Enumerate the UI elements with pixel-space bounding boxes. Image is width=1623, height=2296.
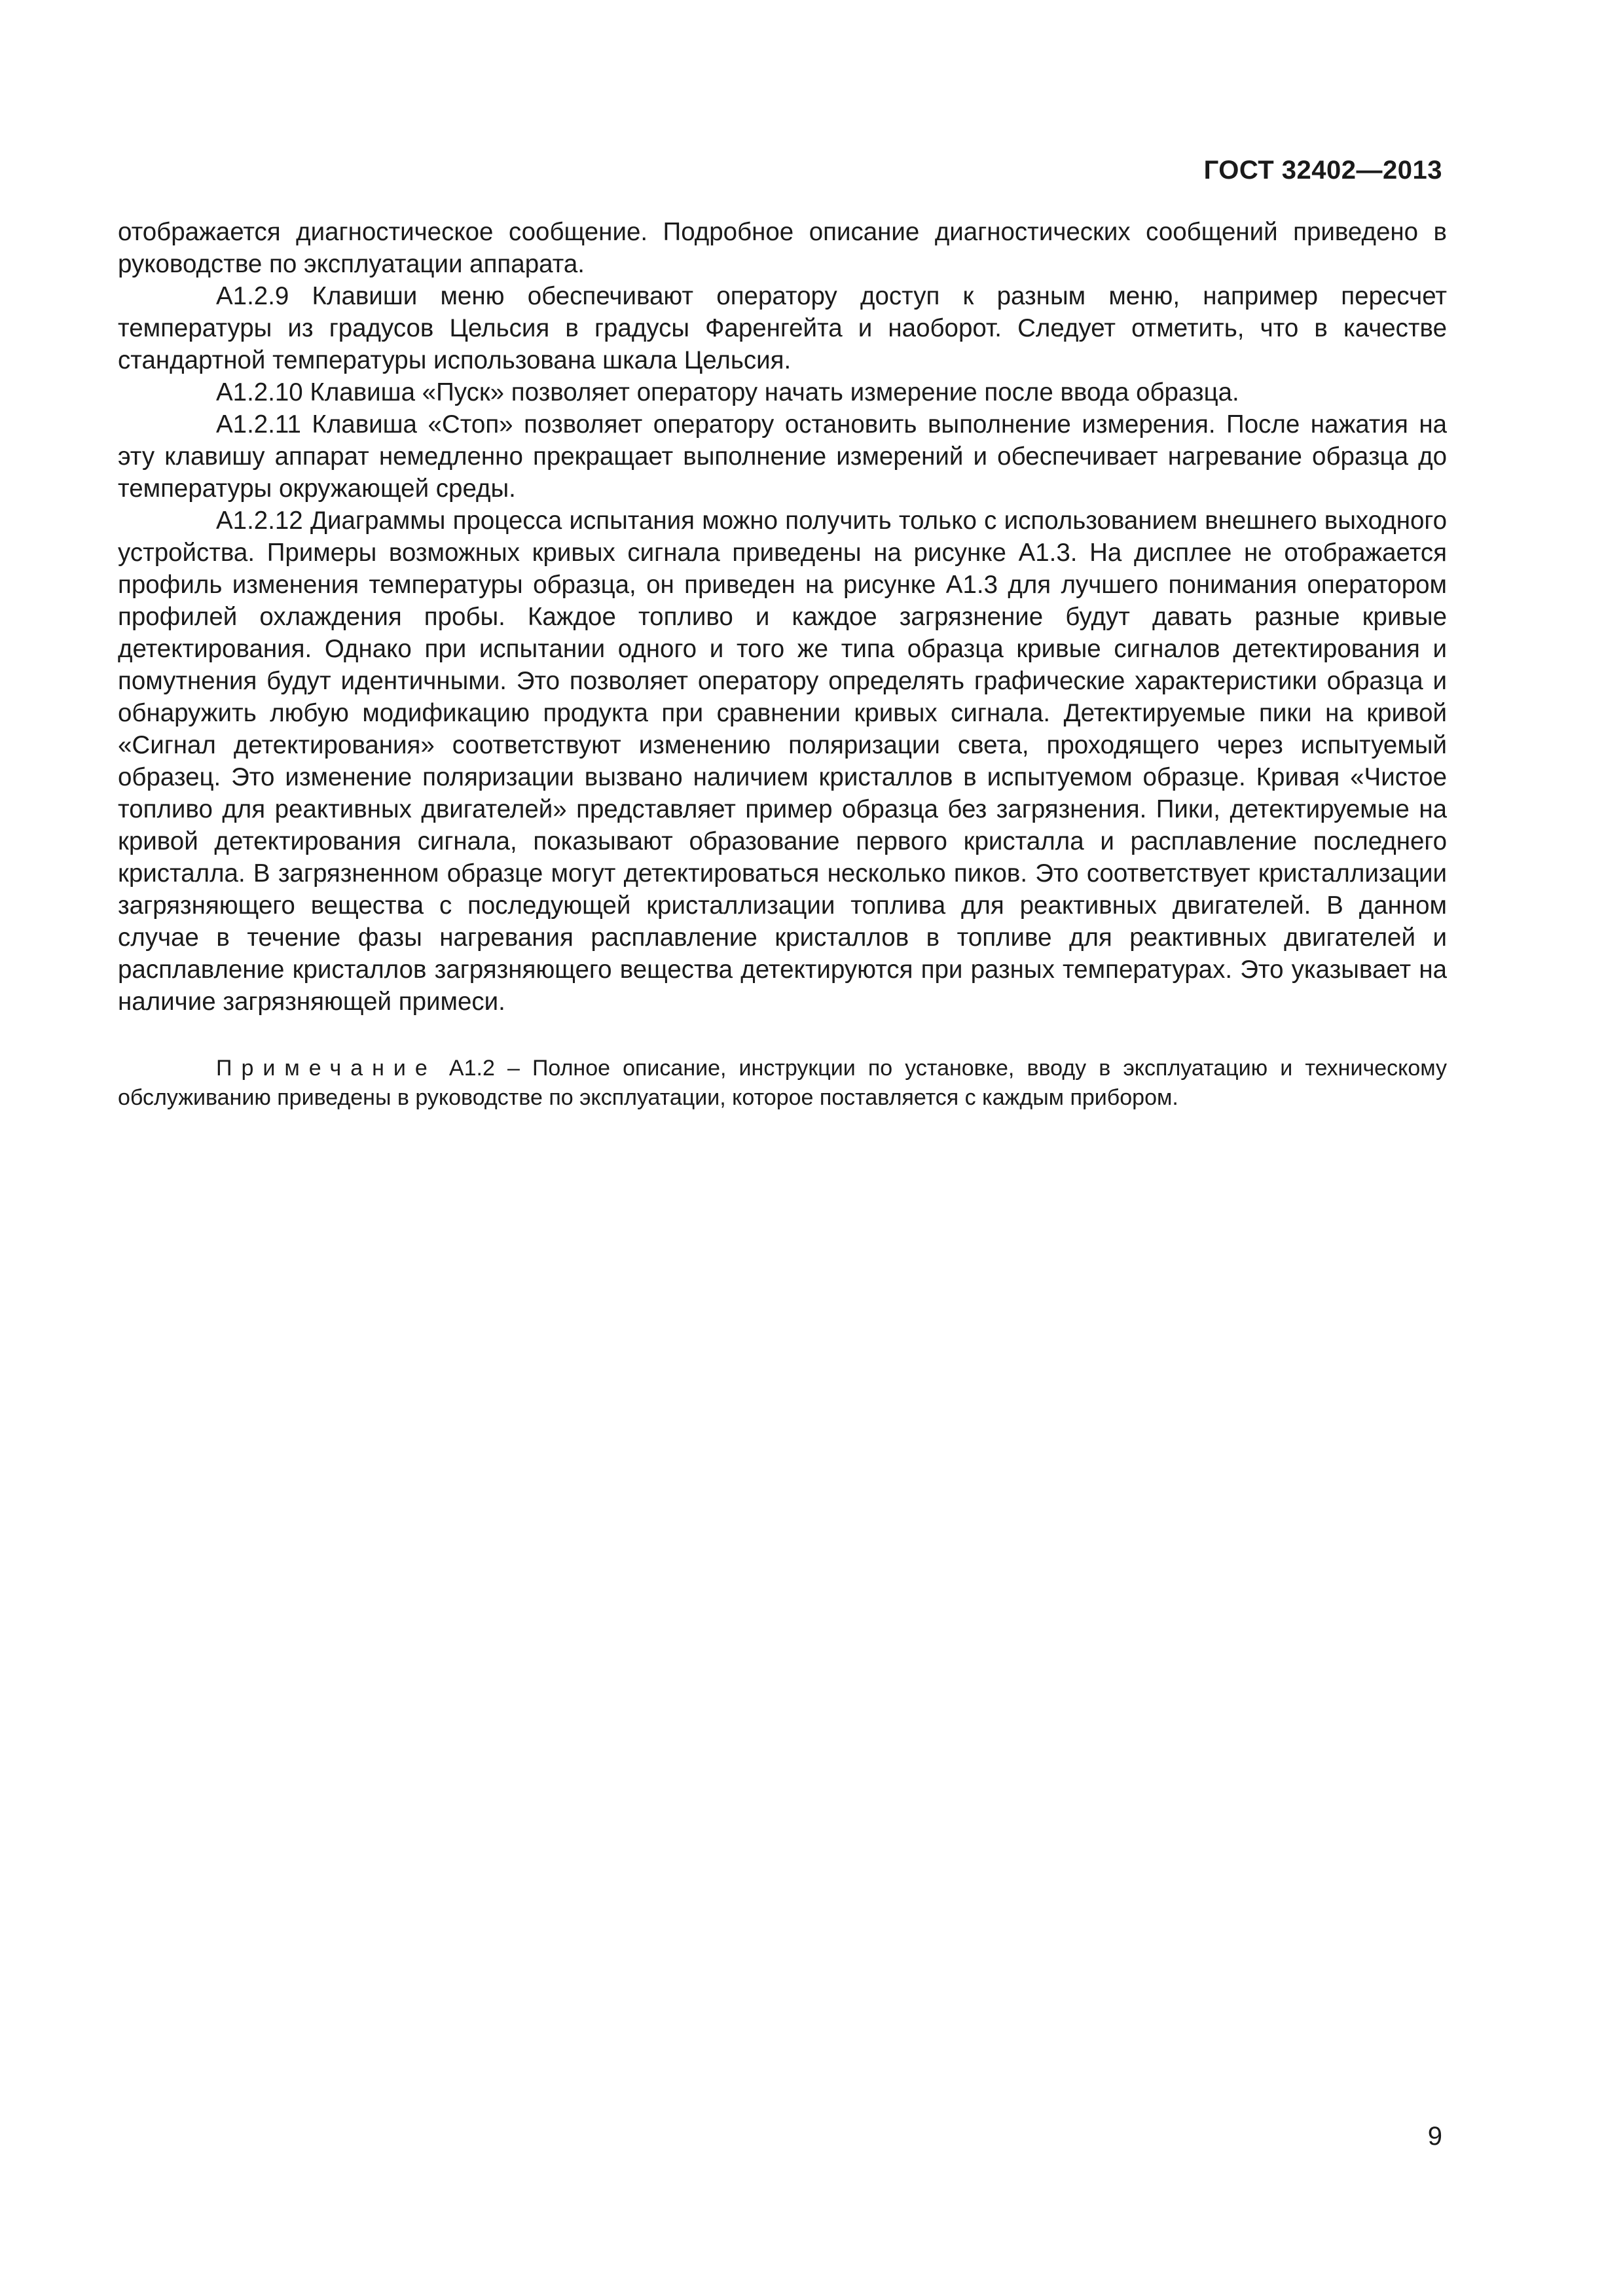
- body-text: [118, 216, 1447, 1018]
- note-a1-2: [118, 1054, 1447, 1113]
- paragraph-a1-2-9: А1.2.9 Клавиши меню обеспечивают оператору доступ к разным меню, например пересчет температуры из градусов Цельсия в градусы Фаренгейта и наоборот. Следует отметить, что в качестве стандартной температуры использована шкала Цельсия.: [118, 282, 1447, 374]
- note-number: А1.2: [448, 1056, 495, 1081]
- document-standard-header: ГОСТ 32402—2013: [1203, 156, 1442, 185]
- page-number: 9: [1427, 2122, 1442, 2151]
- paragraph-continuation: отображается диагностическое сообщение. Подробное описание диагностических сообщений приведено в руководстве по эксплуатации аппарата.: [118, 218, 1447, 278]
- paragraph-a1-2-11: А1.2.11 Клавиша «Стоп» позволяет оператору остановить выполнение измерения. После нажатия на эту клавишу аппарат немедленно прекращает выполнение измерений и обеспечивает нагревание образца до температуры окружающей среды.: [118, 410, 1447, 503]
- paragraph-a1-2-10: А1.2.10 Клавиша «Пуск» позволяет оператору начать измерение после ввода образца.: [216, 378, 1239, 406]
- note-text: – Полное описание, инструкции по установке, вводу в эксплуатацию и техническому обслуживанию приведены в руководстве по эксплуатации, которое поставляется с каждым прибором.: [118, 1056, 1447, 1110]
- note-label: Примечание: [216, 1056, 437, 1081]
- paragraph-a1-2-12: А1.2.12 Диаграммы процесса испытания можно получить только с использованием внешнего выходного устройства. Примеры возможных кривых сигнала приведены на рисунке А1.3. На дисплее не отображается профиль изменения температуры образца, он приведен на рисунке А1.3 для лучшего понимания оператором профилей охлаждения пробы. Каждое топливо и каждое загрязнение будут давать разные кривые детектирования. Однако при испытании одного и того же типа образца кривые сигналов детектирования и помутнения будут идентичными. Это позволяет оператору определять графические характеристики образца и обнаружить любую модификацию продукта при сравнении кривых сигнала. Детектируемые пики на кривой «Сигнал детектирования» соответствуют изменению поляризации света, проходящего через испытуемый образец. Это изменение поляризации вызвано наличием кристаллов в испытуемом образце. Кривая «Чистое топливо для реактивных двигателей» представляет пример образца без загрязнения. Пики, детектируемые на кривой детектирования сигнала, показывают образование первого кристалла и расплавление последнего кристалла. В загрязненном образце могут детектироваться несколько пиков. Это соответствует кристаллизации загрязняющего вещества с последующей кристаллизации топлива для реактивных двигателей. В данном случае в течение фазы нагревания расплавление кристаллов в топливе для реактивных двигателей и расплавление кристаллов загрязняющего вещества детектируются при разных температурах. Это указывает на наличие загрязняющей примеси.: [118, 507, 1447, 1016]
